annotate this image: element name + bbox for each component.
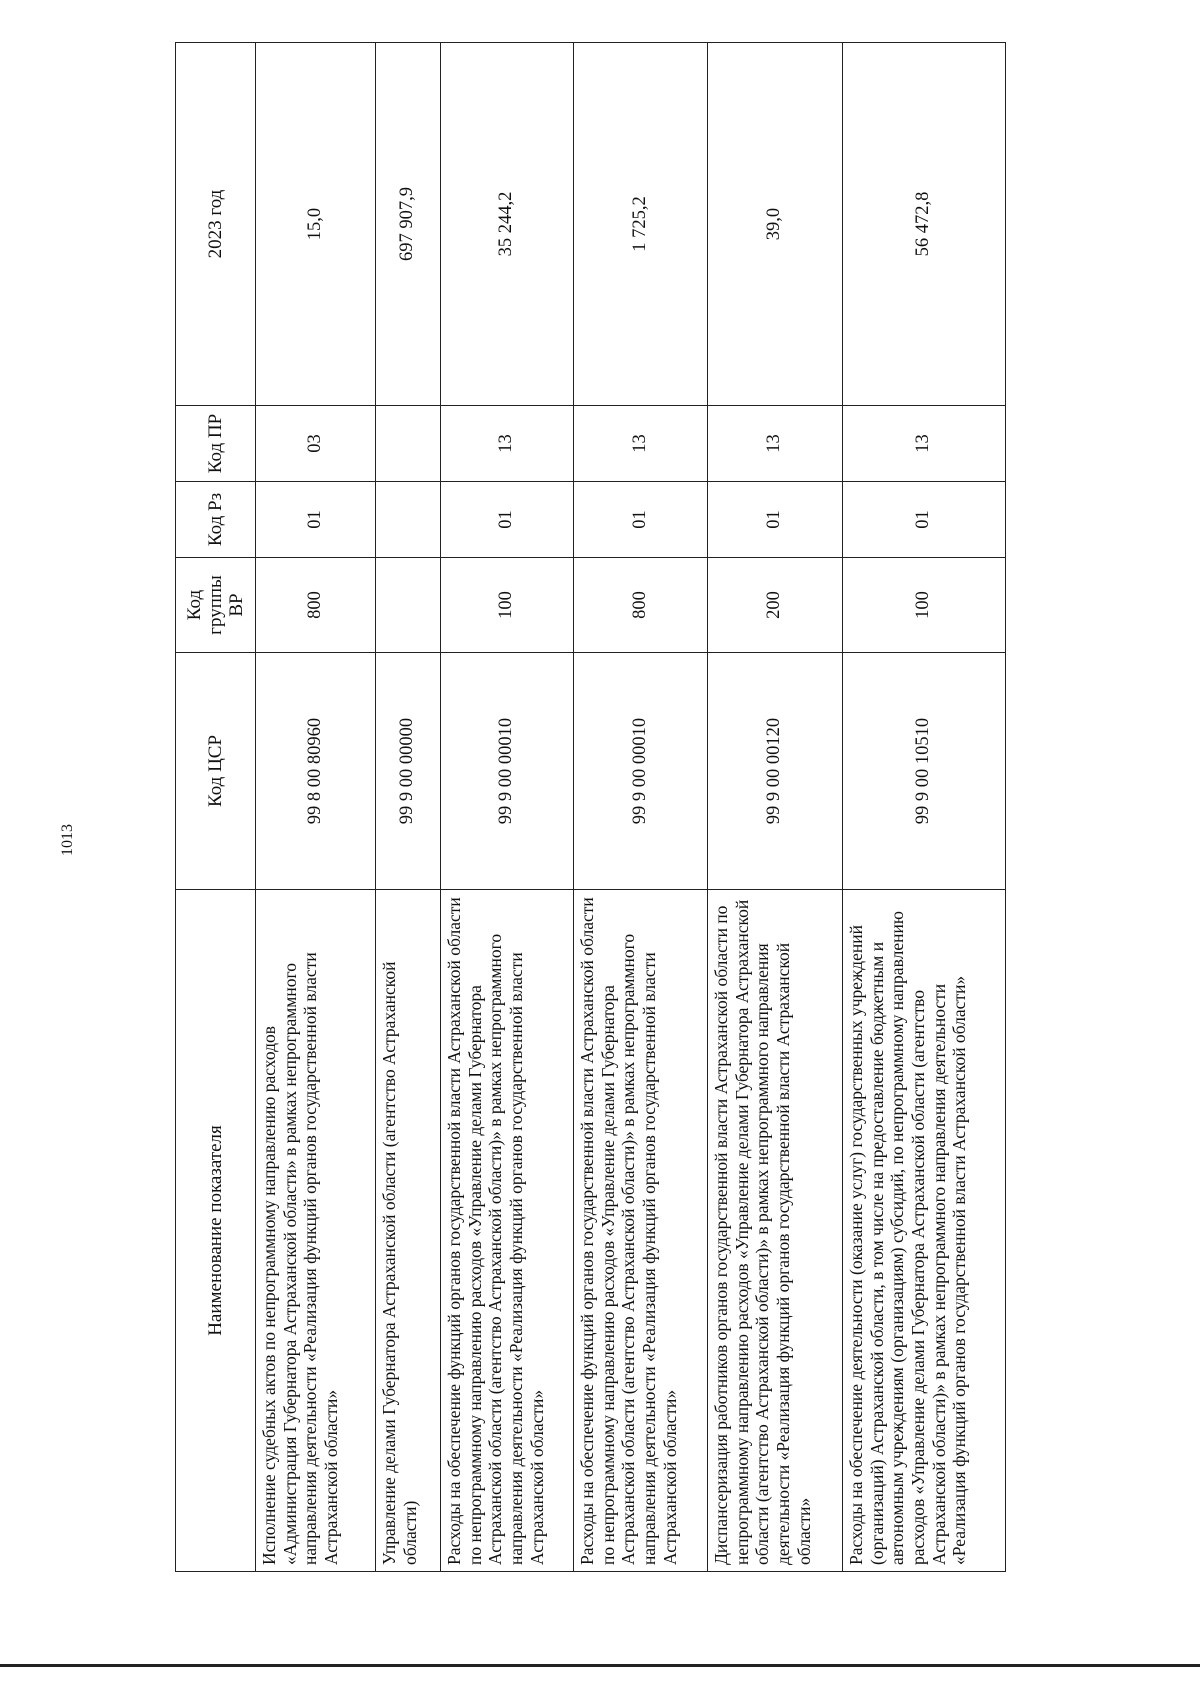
row-rz: 01 bbox=[708, 482, 843, 558]
row-pr: 13 bbox=[574, 406, 708, 482]
row-pr: 13 bbox=[441, 406, 574, 482]
row-vr: 100 bbox=[441, 558, 574, 653]
row-csr: 99 9 00 10510 bbox=[843, 653, 1006, 890]
budget-table-rotated bbox=[175, 43, 970, 1572]
row-pr bbox=[376, 406, 441, 482]
row-csr: 99 9 00 00120 bbox=[708, 653, 843, 890]
row-name: Расходы на обеспечение функций органов государственной власти Астраханской области по непрограммному направлению расходов «Управление делами Губернатора Астраханской области (агентство Астраханской области)» в рамках непрограммного направления деятельности «Реализация функций органов государственной власти Астраханской области» bbox=[574, 890, 708, 1572]
header-csr: Код ЦСР bbox=[176, 653, 256, 890]
row-name: Расходы на обеспечение деятельности (оказание услуг) государственных учреждений (организаций) Астраханской области, в том числе на предоставление бюджетным и автономным учреждениям (организациям) субсидий, по непрограммному направлению расходов «Управление делами Губернатора Астраханской области (агентство Астраханской области)» в рамках непрограммного направления деятельности «Реализация функций органов государственной власти Астраханской области» bbox=[843, 890, 1006, 1572]
table-row bbox=[708, 43, 843, 1572]
row-amount: 15,0 bbox=[256, 43, 376, 406]
row-csr: 99 9 00 00000 bbox=[376, 653, 441, 890]
row-name: Управление делами Губернатора Астраханской области (агентство Астраханской области) bbox=[376, 890, 441, 1572]
row-amount: 1 725,2 bbox=[574, 43, 708, 406]
row-pr: 03 bbox=[256, 406, 376, 482]
table-header-row bbox=[176, 43, 256, 1572]
table-row bbox=[376, 43, 441, 1572]
row-name: Диспансеризация работников органов государственной власти Астраханской области по непрограммному направлению расходов «Управление делами Губернатора Астраханской области (агентство Астраханской области)» в рамках непрограммного направления деятельности «Реализация функций органов государственной власти Астраханской области» bbox=[708, 890, 843, 1572]
row-rz: 01 bbox=[843, 482, 1006, 558]
budget-table bbox=[175, 42, 1006, 1572]
row-vr: 800 bbox=[256, 558, 376, 653]
row-rz: 01 bbox=[574, 482, 708, 558]
header-vr: Код группы ВР bbox=[176, 558, 256, 653]
table-row bbox=[574, 43, 708, 1572]
row-amount: 35 244,2 bbox=[441, 43, 574, 406]
row-csr: 99 8 00 80960 bbox=[256, 653, 376, 890]
row-vr: 200 bbox=[708, 558, 843, 653]
row-vr bbox=[376, 558, 441, 653]
row-csr: 99 9 00 00010 bbox=[441, 653, 574, 890]
row-vr: 100 bbox=[843, 558, 1006, 653]
header-year: 2023 год bbox=[176, 43, 256, 406]
header-pr: Код ПР bbox=[176, 406, 256, 482]
row-amount: 39,0 bbox=[708, 43, 843, 406]
row-csr: 99 9 00 00010 bbox=[574, 653, 708, 890]
row-pr: 13 bbox=[708, 406, 843, 482]
table-row bbox=[843, 43, 1006, 1572]
header-rz: Код Рз bbox=[176, 482, 256, 558]
row-rz bbox=[376, 482, 441, 558]
row-rz: 01 bbox=[256, 482, 376, 558]
row-amount: 697 907,9 bbox=[376, 43, 441, 406]
row-vr: 800 bbox=[574, 558, 708, 653]
header-name: Наименование показателя bbox=[176, 890, 256, 1572]
row-pr: 13 bbox=[843, 406, 1006, 482]
bottom-rule bbox=[0, 1664, 1200, 1667]
table-row bbox=[256, 43, 376, 1572]
page-number: 1013 bbox=[59, 824, 76, 856]
row-amount: 56 472,8 bbox=[843, 43, 1006, 406]
table-row bbox=[441, 43, 574, 1572]
row-rz: 01 bbox=[441, 482, 574, 558]
row-name: Исполнение судебных актов по непрограммному направлению расходов «Администрация Губернатора Астраханской области» в рамках непрограммного направления деятельности «Реализация функций органов государственной власти Астраханской области» bbox=[256, 890, 376, 1572]
row-name: Расходы на обеспечение функций органов государственной власти Астраханской области по непрограммному направлению расходов «Управление делами Губернатора Астраханской области (агентство Астраханской области)» в рамках непрограммного направления деятельности «Реализация функций органов государственной власти Астраханской области» bbox=[441, 890, 574, 1572]
